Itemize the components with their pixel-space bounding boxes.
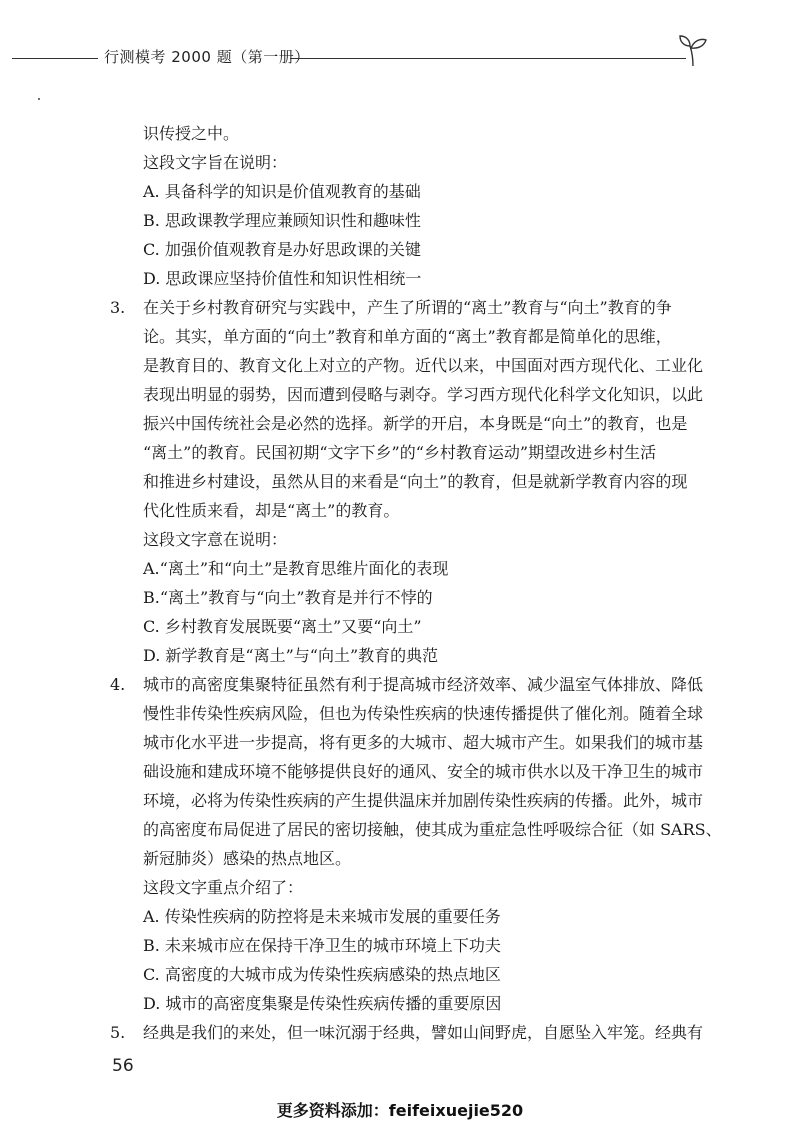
carryover-option-c: C. 加强价值观教育是办好思政课的关键 [143, 240, 421, 259]
page-header [0, 40, 800, 80]
question-3-line: 在关于乡村教育研究与实践中，产生了所谓的“离土”教育与“向土”教育的争 [143, 298, 672, 317]
question-3-line: 表现出明显的弱势，因而遭到侵略与剥夺。学习西方现代化科学文化知识，以此 [143, 385, 704, 404]
question-4-line: 的高密度布局促进了居民的密切接触，使其成为重症急性呼吸综合征（如 SARS、 [143, 820, 722, 839]
carryover-option-d: D. 思政课应坚持价值性和知识性相统一 [143, 269, 422, 288]
question-5-number: 5. [110, 1023, 126, 1042]
question-3-line: 是教育目的、教育文化上对立的产物。近代以来，中国面对西方现代化、工业化 [143, 356, 704, 375]
question-3-line: 代化性质来看，却是“离土”的教育。 [143, 501, 400, 520]
header-rule-left [12, 58, 98, 59]
question-3-option-b: B.“离土”教育与“向土”教育是并行不悖的 [143, 588, 433, 607]
question-4-line: 础设施和建成环境不能够提供良好的通风、安全的城市供水以及干净卫生的城市 [143, 762, 704, 781]
footer-note: 更多资料添加：feifeixuejie520 [276, 1101, 524, 1120]
question-4-line: 慢性非传染性疾病风险，但也为传染性疾病的快速传播提供了催化剂。随着全球 [143, 704, 704, 723]
carryover-option-a: A. 具备科学的知识是价值观教育的基础 [143, 182, 421, 201]
question-4-line: 城市化水平进一步提高，将有更多的大城市、超大城市产生。如果我们的城市基 [143, 733, 704, 752]
question-4-option-a: A. 传染性疾病的防控将是未来城市发展的重要任务 [143, 907, 501, 926]
scan-speck [38, 98, 40, 100]
carryover-option-b: B. 思政课教学理应兼顾知识性和趣味性 [143, 211, 421, 230]
question-4-prompt: 这段文字重点介绍了： [143, 878, 304, 897]
question-3-line: 和推进乡村建设，虽然从目的来看是“向土”的教育，但是就新学教育内容的现 [143, 472, 688, 491]
carryover-text: 识传授之中。 [143, 124, 240, 143]
header-title: 行测模考 2000 题（第一册） [104, 48, 310, 66]
question-4-option-d: D. 城市的高密度集聚是传染性疾病传播的重要原因 [143, 994, 502, 1013]
question-3-line: 振兴中国传统社会是必然的选择。新学的开启，本身既是“向土”的教育，也是 [143, 414, 688, 433]
question-4-option-c: C. 高密度的大城市成为传染性疾病感染的热点地区 [143, 965, 501, 984]
question-3-option-a: A.“离土”和“向土”是教育思维片面化的表现 [143, 559, 449, 578]
question-3-option-c: C. 乡村教育发展既要“离土”又要“向土” [143, 617, 422, 636]
question-4-line: 城市的高密度集聚特征虽然有利于提高城市经济效率、减少温室气体排放、降低 [143, 675, 704, 694]
question-3-option-d: D. 新学教育是“离土”与“向土”教育的典范 [143, 646, 439, 665]
question-4-line: 新冠肺炎）感染的热点地区。 [143, 849, 352, 868]
question-3-prompt: 这段文字意在说明： [143, 530, 288, 549]
header-rule-right [290, 58, 686, 59]
question-3-number: 3. [110, 298, 126, 317]
question-3-line: “离土”的教育。民国初期“文字下乡”的“乡村教育运动”期望改进乡村生活 [143, 443, 657, 462]
question-3-line: 论。其实，单方面的“向土”教育和单方面的“离土”教育都是简单化的思维， [143, 327, 672, 346]
question-4-option-b: B. 未来城市应在保持干净卫生的城市环境上下功夫 [143, 936, 501, 955]
question-4-number: 4. [110, 675, 126, 694]
question-4-line: 环境，必将为传染性疾病的产生提供温床并加剧传染性疾病的传播。此外，城市 [143, 791, 704, 810]
carryover-prompt: 这段文字旨在说明： [143, 153, 288, 172]
sprout-icon [676, 32, 710, 68]
question-5-line: 经典是我们的来处，但一味沉溺于经典，譬如山间野虎，自愿坠入牢笼。经典有 [143, 1023, 704, 1042]
page-number: 56 [112, 1056, 134, 1076]
